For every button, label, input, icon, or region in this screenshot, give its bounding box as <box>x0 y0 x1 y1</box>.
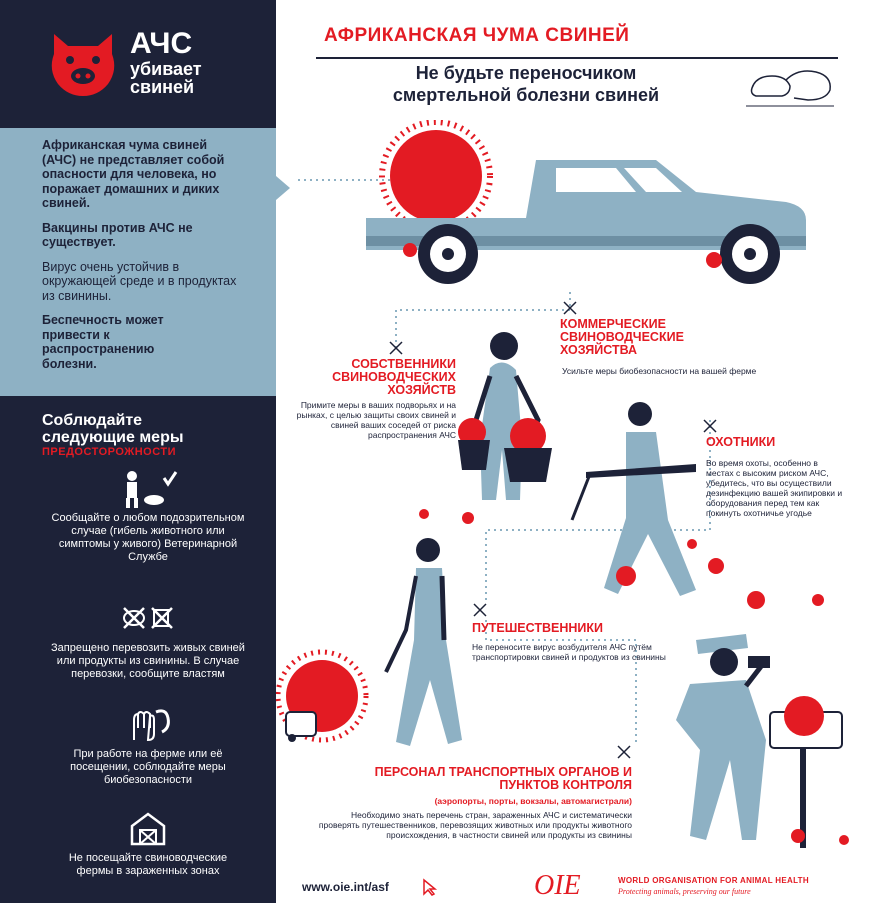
measures-title-line1: Соблюдайте <box>42 412 143 429</box>
section-travellers-text: Не переносите вирус возбудителя АЧС путём транспортировки свиней и продуктов из свинины <box>472 642 666 662</box>
biosecurity-gear-icon <box>118 704 178 744</box>
measure-text-1: Сообщайте о любом подозрительном случае (гибель животного или симптомы у живого) Ветеринарной Службе <box>51 512 245 563</box>
measure-text-3: При работе на ферме или её посещении, соблюдайте меры биобезопасности <box>70 748 226 786</box>
measure-item-4 <box>50 808 246 878</box>
no-transport-icon <box>118 598 178 638</box>
asf-logo <box>42 28 242 108</box>
section-owners-title: СОБСТВЕННИКИ СВИНОВОДЧЕСКИХ ХОЗЯЙСТВ <box>332 357 456 397</box>
main-subtitle <box>316 62 736 106</box>
main-subtitle-line1: Не будьте переносчиком <box>415 63 637 83</box>
section-transport-title: ПЕРСОНАЛ ТРАНСПОРТНЫХ ОРГАНОВ И ПУНКТОВ КОНТРОЛЯ <box>374 765 632 792</box>
info-paragraph-3: Вирус очень устойчив в окружающей среде и в продуктах из свинины. <box>42 259 237 303</box>
main-title: АФРИКАНСКАЯ ЧУМА СВИНЕЙ <box>324 25 630 46</box>
section-transport-subtitle: (аэропорты, порты, вокзалы, автомагистрали) <box>434 796 632 806</box>
info-paragraph-2: Вакцины против АЧС не существует. <box>42 220 193 249</box>
oie-logo-mark <box>530 868 610 898</box>
info-box <box>0 128 276 396</box>
info-paragraph-4: Беспечность может привести к распространению болезни. <box>42 313 164 371</box>
section-hunters-text: Во время охоты, особенно в местах с высоким риском АЧС, убедитесь, что вы осуществили дезинфекцию вашей экипировки и оборудования перед тем как покинуть охотничье угодье <box>706 458 843 518</box>
measures-title-line2: следующие меры <box>42 429 184 446</box>
oie-logo <box>530 868 610 898</box>
oie-org-name: WORLD ORGANISATION FOR ANIMAL HEALTH <box>618 876 809 885</box>
section-commercial-text: Усильте меры биобезопасности на вашей ферме <box>562 366 757 376</box>
footer-url[interactable]: www.oie.int/asf <box>302 880 389 894</box>
measure-item-1 <box>50 468 246 564</box>
pigs-sketch-icon <box>742 58 838 108</box>
measures-title <box>42 412 184 446</box>
main-subtitle-line2: смертельной болезни свиней <box>392 85 660 105</box>
section-owners-text: Примите меры в ваших подворьях и на рынках, с целью защиты своих свиней и свиней ваших соседей от риска распространения АЧС <box>296 400 456 440</box>
info-paragraph-1: Африканская чума свиней (АЧС) не представляет собой опасности для человека, но поражает домашних и диких свиней. <box>42 138 225 210</box>
no-farm-visit-icon <box>118 808 178 848</box>
measure-text-2: Запрещено перевозить живых свиней или продукты из свинины. В случае перевозки, сообщите властям <box>51 642 245 680</box>
section-hunters-title: ОХОТНИКИ <box>706 435 776 449</box>
logo-subtitle-line1: убивает <box>130 59 202 79</box>
cursor-click-icon <box>418 876 442 896</box>
measure-item-2 <box>50 598 246 681</box>
oie-logo-text: OIE <box>534 870 581 898</box>
measure-item-3 <box>50 704 246 787</box>
logo-subtitle <box>130 60 202 96</box>
logo-subtitle-line2: свиней <box>130 77 195 97</box>
section-travellers-title: ПУТЕШЕСТВЕННИКИ <box>472 621 603 635</box>
pig-head-icon <box>46 30 120 98</box>
logo-title: АЧС <box>130 27 193 60</box>
measure-text-4: Не посещайте свиноводческие фермы в зараженных зонах <box>68 852 228 877</box>
section-commercial-title: КОММЕРЧЕСКИЕ СВИНОВОДЧЕСКИЕ ХОЗЯЙСТВА <box>560 317 684 357</box>
section-transport-text: Необходимо знать перечень стран, зараженных АЧС и систематически проверять путешественников, перевозящих животных или продукты животного происхождения, в частности свиней или продукты из свинины <box>318 810 632 840</box>
report-dead-pig-icon <box>118 468 178 508</box>
oie-tagline: Protecting animals, preserving our future <box>618 887 751 896</box>
sidebar <box>0 0 276 903</box>
measures-subtitle: ПРЕДОСТОРОЖНОСТИ <box>42 446 176 458</box>
